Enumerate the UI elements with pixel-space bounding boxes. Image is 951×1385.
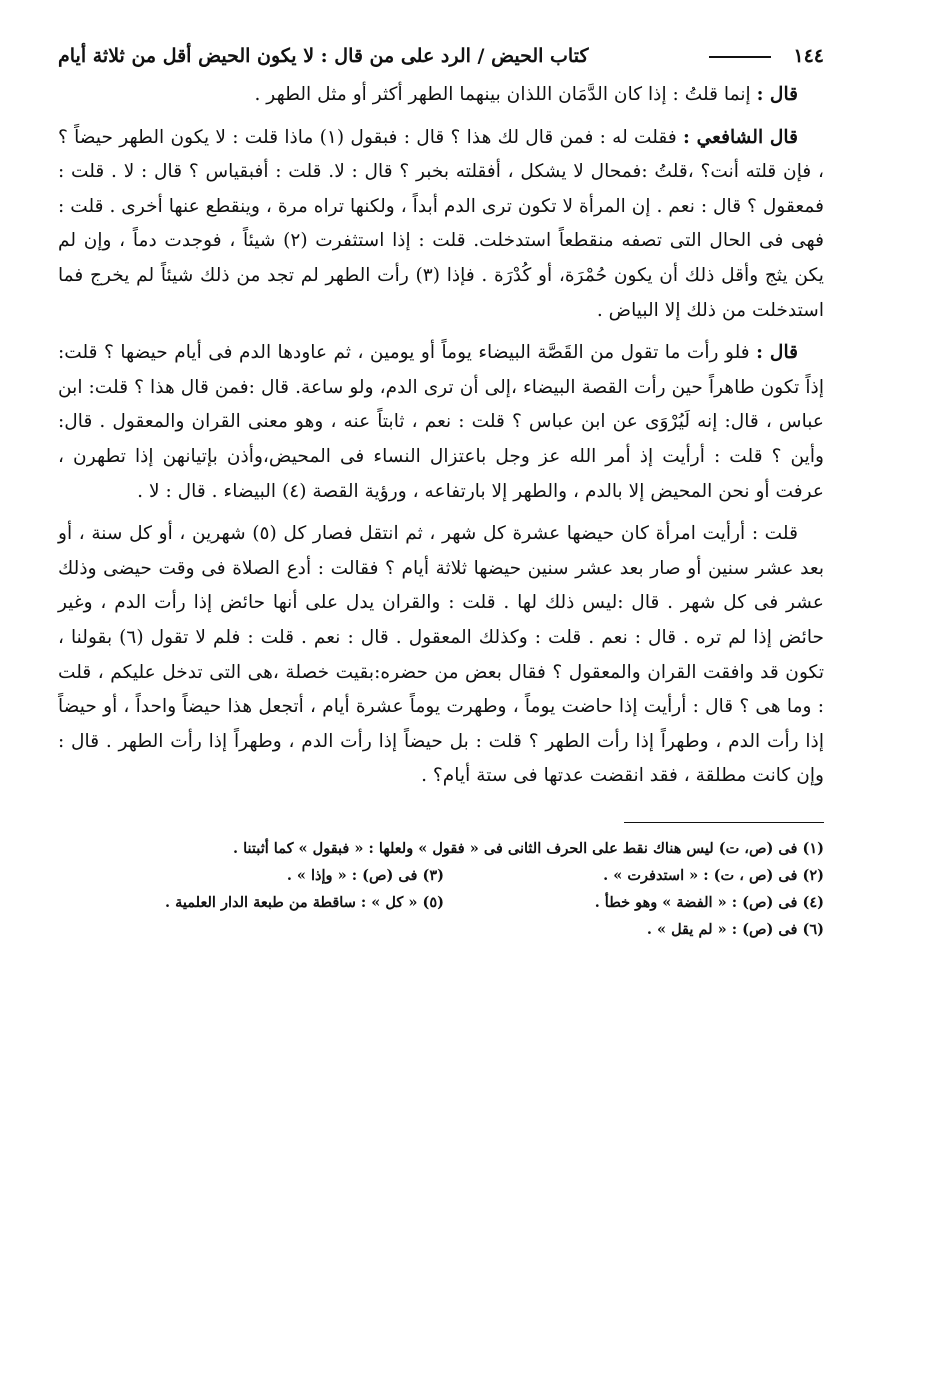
header-dash <box>709 56 771 58</box>
footnote: (١) فى (ص، ت) ليس هناك نقط على الحرف الثانى فى « فقول » ولعلها : « فبقول » كما أثبتنا . <box>233 839 824 857</box>
footnote: (٥) « كل » : ساقطة من طبعة الدار العلمية . <box>165 893 444 911</box>
page-header <box>58 40 824 72</box>
footnotes <box>58 835 824 943</box>
speaker-label: قال : <box>756 342 798 364</box>
footnote: (٦) فى (ص) : « لم يقل » . <box>646 920 824 938</box>
speaker-label: قال الشافعي : <box>682 126 798 148</box>
paragraph-text: قلت : أرأيت امرأة كان حيضها عشرة كل شهر ، ثم انتقل فصار كل (٥) شهرين ، أو كل سنة ، أو بعد عشر سنين أو صار بعد عشر سنين حيضها ثلاثة أيام ؟ فقالت : أدع الصلاة فى وقت حيضى وذلك عشر فى كل شهر . قال :ليس ذلك لها . قلت : والقران يدل على أنها حائض إذا رأت الدم ، وغير حائض إذا لم تره . قال : نعم . قلت : وكذلك المعقول . قال : نعم . قلت : فلم لا تقول (٦) بقولنا ، تكون قد وافقت القران والمعقول ؟ فقال بعض من حضره:بقيت خصلة ،هى التى تدخل عليكم ، قلت : وما هى ؟ قال : أرأيت إذا حاضت يوماً ، وطهرت يوماً عشرة أيام ، أتجعل هذا حيضاً واحداً ، أو حيضاً إذا رأت الدم ، وطهراً إذا رأت الطهر ؟ قلت : بل حيضاً إذا رأت الدم ، وطهراً إذا رأت الطهر . قال : وإن كانت مطلقة ، فقد انقضت عدتها فى ستة أيام؟ . <box>58 523 824 787</box>
speaker-label: قال : <box>756 84 798 105</box>
running-title: كتاب الحيض / الرد على من قال : لا يكون الحيض أقل من ثلاثة أيام <box>58 45 589 67</box>
paragraph <box>58 121 824 329</box>
page-number-group <box>701 40 824 72</box>
book-page <box>58 40 824 1340</box>
paragraph <box>58 336 824 509</box>
footnote-separator <box>624 822 824 823</box>
paragraph-text: فلو رأت ما تقول من القَصَّة البيضاء يوماً أو يومين ، ثم عاودها الدم فى أيام حيضها ؟ قلت: إذاً تكون طاهراً حين رأت القصة البيضاء ،إلى أن ترى الدم، ولو ساعة. قال :فمن قال هذا ؟ قلت: ابن عباس ، قال: إنه لَيُرْوَى عن ابن عباس ؟ قلت : نعم ، ثابتاً عنه ، وهو معنى القران والمعقول . قال: وأين ؟ قلت : أرأيت إذ أمر الله عز وجل باعتزال النساء فى المحيض،وأذن بإتيانهن إذا تطهرن ، عرفت أو نحن المحيض إلا بالدم ، والطهر إلا بارتفاعه ، ورؤية القصة (٤) البيضاء . قال : لا . <box>58 342 824 502</box>
footnote: (٣) فى (ص) : « وإذا » . <box>286 866 444 884</box>
footnote-row <box>58 862 824 889</box>
paragraph-text: إنما قلتُ : إذا كان الدَّمَان اللذان بينهما الطهر أكثر أو مثل الطهر . <box>254 84 757 105</box>
page-number: ١٤٤ <box>793 45 824 67</box>
main-text <box>58 78 824 794</box>
footnote: (٤) فى (ص) : « الفضة » وهو خطأ . <box>594 893 824 911</box>
paragraph <box>58 78 824 113</box>
footnote-row <box>58 889 824 916</box>
paragraph-text: فقلت له : فمن قال لك هذا ؟ قال : فبقول (١) ماذا قلت : لا يكون الطهر حيضاً ؟ ، فإن قلته أنت؟ ،قلتُ :فمحال لا يشكل ، أفقلته بخبر ؟ قال : لا. قلت : أفبقياس ؟ قال : لا . قلت : فمعقول ؟ قال : نعم . إن المرأة لا تكون ترى الدم أبداً ، ولكنها تراه مرة ، وينقطع عنها أخرى . قلت : فهى فى الحال التى تصفه منقطعاً استدخلت. قلت : إذا استثفرت (٢) شيئاً ، فوجدت دماً ، وإن لم يكن يثج وأقل ذلك أن يكون حُمْرَة، أو كُدْرَة . فإذا (٣) رأت الطهر لم تجد من ذلك شيئاً لم يخرج فما استدخلت من ذلك إلا البياض . <box>58 126 824 321</box>
footnote: (٢) فى (ص ، ت) : « استدفرت » . <box>603 866 824 884</box>
paragraph <box>58 517 824 794</box>
